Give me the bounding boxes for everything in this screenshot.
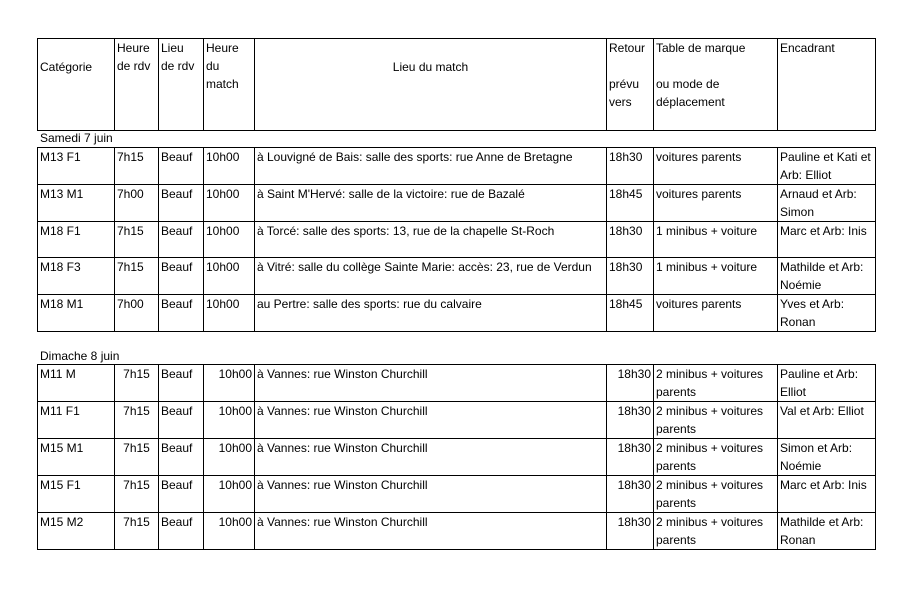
header-table-line2: ou mode de [656, 77, 720, 91]
cell-categorie: M18 M1 [38, 295, 115, 332]
cell-heure-match: 10h00 [204, 258, 255, 295]
cell-retour: 18h30 [607, 402, 654, 439]
header-retour [607, 39, 654, 131]
table-row [38, 476, 876, 513]
table-row [38, 185, 876, 222]
cell-transport: 2 minibus + voitures parents [654, 439, 778, 476]
cell-categorie: M15 F1 [38, 476, 115, 513]
cell-heure-match: 10h00 [204, 222, 255, 258]
cell-lieu-match: à Vannes: rue Winston Churchill [255, 476, 607, 513]
cell-heure-match: 10h00 [204, 295, 255, 332]
cell-categorie: M15 M2 [38, 513, 115, 550]
header-heure-match [204, 39, 255, 131]
cell-lieu-rdv: Beauf [159, 402, 204, 439]
cell-lieu-match: à Vitré: salle du collège Sainte Marie: accès: 23, rue de Verdun [255, 258, 607, 295]
cell-retour: 18h30 [607, 258, 654, 295]
header-heure-rdv-line1: Heure [117, 41, 150, 55]
schedule-table-dimanche [37, 364, 876, 550]
cell-encadrant: Mathilde et Arb: Ronan [778, 513, 876, 550]
cell-heure-match: 10h00 [204, 148, 255, 185]
cell-lieu-match: à Saint M'Hervé: salle de la victoire: rue de Bazalé [255, 185, 607, 222]
cell-heure-match: 10h00 [204, 476, 255, 513]
cell-encadrant: Simon et Arb: Noémie [778, 439, 876, 476]
cell-lieu-rdv: Beauf [159, 295, 204, 332]
cell-lieu-rdv: Beauf [159, 476, 204, 513]
cell-categorie: M13 F1 [38, 148, 115, 185]
cell-heure-rdv: 7h15 [115, 439, 159, 476]
cell-heure-rdv: 7h00 [115, 295, 159, 332]
schedule-header [37, 38, 876, 131]
header-row [38, 39, 876, 131]
cell-retour: 18h30 [607, 365, 654, 402]
header-encadrant: Encadrant [778, 39, 876, 131]
header-heure-rdv-line2: de rdv [117, 59, 151, 73]
header-heure-match-line3: match [206, 77, 239, 91]
header-heure-rdv [115, 39, 159, 131]
cell-lieu-rdv: Beauf [159, 439, 204, 476]
cell-lieu-match: à Vannes: rue Winston Churchill [255, 402, 607, 439]
cell-lieu-match: à Louvigné de Bais: salle des sports: rue Anne de Bretagne [255, 148, 607, 185]
table-row [38, 148, 876, 185]
cell-lieu-match: au Pertre: salle des sports: rue du calvaire [255, 295, 607, 332]
cell-encadrant: Arnaud et Arb: Simon [778, 185, 876, 222]
cell-heure-rdv: 7h15 [115, 402, 159, 439]
cell-encadrant: Pauline et Kati et Arb: Elliot [778, 148, 876, 185]
cell-retour: 18h45 [607, 295, 654, 332]
cell-lieu-match: à Vannes: rue Winston Churchill [255, 365, 607, 402]
cell-encadrant: Pauline et Arb: Elliot [778, 365, 876, 402]
cell-lieu-rdv: Beauf [159, 513, 204, 550]
cell-retour: 18h30 [607, 513, 654, 550]
cell-lieu-rdv: Beauf [159, 365, 204, 402]
cell-transport: 1 minibus + voiture [654, 222, 778, 258]
cell-lieu-rdv: Beauf [159, 185, 204, 222]
table-row [38, 258, 876, 295]
header-categorie: Catégorie [38, 39, 115, 131]
schedule-table-samedi [37, 147, 876, 332]
cell-transport: voitures parents [654, 295, 778, 332]
header-table-line3: déplacement [656, 95, 725, 109]
section-label-dimanche: Dimache 8 juin [40, 349, 120, 363]
cell-heure-rdv: 7h00 [115, 185, 159, 222]
cell-retour: 18h30 [607, 439, 654, 476]
section-label-samedi: Samedi 7 juin [40, 131, 113, 145]
header-heure-match-line1: Heure [206, 41, 239, 55]
cell-retour: 18h30 [607, 222, 654, 258]
cell-encadrant: Mathilde et Arb: Noémie [778, 258, 876, 295]
table-row [38, 222, 876, 258]
header-lieu-rdv-line2: de rdv [161, 59, 195, 73]
table-row [38, 295, 876, 332]
cell-encadrant: Marc et Arb: Inis [778, 476, 876, 513]
cell-heure-rdv: 7h15 [115, 365, 159, 402]
cell-categorie: M18 F3 [38, 258, 115, 295]
cell-transport: 1 minibus + voiture [654, 258, 778, 295]
cell-heure-match: 10h00 [204, 513, 255, 550]
table-row [38, 365, 876, 402]
header-retour-line2: prévu [609, 77, 640, 91]
cell-encadrant: Yves et Arb: Ronan [778, 295, 876, 332]
cell-transport: 2 minibus + voitures parents [654, 476, 778, 513]
cell-categorie: M13 M1 [38, 185, 115, 222]
cell-lieu-match: à Vannes: rue Winston Churchill [255, 513, 607, 550]
table-row [38, 439, 876, 476]
header-lieu-rdv-line1: Lieu [161, 41, 184, 55]
cell-heure-rdv: 7h15 [115, 148, 159, 185]
cell-transport: 2 minibus + voitures parents [654, 365, 778, 402]
cell-encadrant: Val et Arb: Elliot [778, 402, 876, 439]
cell-heure-rdv: 7h15 [115, 222, 159, 258]
cell-retour: 18h30 [607, 148, 654, 185]
header-table-line1: Table de marque [656, 41, 746, 55]
header-heure-match-line2: du [206, 59, 220, 73]
cell-transport: voitures parents [654, 148, 778, 185]
cell-heure-match: 10h00 [204, 365, 255, 402]
cell-lieu-match: à Vannes: rue Winston Churchill [255, 439, 607, 476]
cell-heure-match: 10h00 [204, 402, 255, 439]
cell-lieu-rdv: Beauf [159, 148, 204, 185]
cell-heure-rdv: 7h15 [115, 258, 159, 295]
header-table-marque [654, 39, 778, 131]
cell-heure-match: 10h00 [204, 185, 255, 222]
table-row [38, 513, 876, 550]
header-lieu-rdv [159, 39, 204, 131]
cell-categorie: M18 F1 [38, 222, 115, 258]
cell-transport: voitures parents [654, 185, 778, 222]
cell-lieu-rdv: Beauf [159, 258, 204, 295]
cell-categorie: M11 M [38, 365, 115, 402]
cell-transport: 2 minibus + voitures parents [654, 513, 778, 550]
cell-heure-rdv: 7h15 [115, 513, 159, 550]
header-lieu-match: Lieu du match [255, 39, 607, 131]
header-retour-line3: vers [609, 95, 632, 109]
cell-lieu-rdv: Beauf [159, 222, 204, 258]
header-retour-line1: Retour [609, 41, 646, 55]
cell-categorie: M15 M1 [38, 439, 115, 476]
cell-retour: 18h30 [607, 476, 654, 513]
cell-encadrant: Marc et Arb: Inis [778, 222, 876, 258]
table-row [38, 402, 876, 439]
cell-categorie: M11 F1 [38, 402, 115, 439]
cell-lieu-match: à Torcé: salle des sports: 13, rue de la chapelle St-Roch [255, 222, 607, 258]
cell-transport: 2 minibus + voitures parents [654, 402, 778, 439]
cell-heure-rdv: 7h15 [115, 476, 159, 513]
cell-retour: 18h45 [607, 185, 654, 222]
cell-heure-match: 10h00 [204, 439, 255, 476]
